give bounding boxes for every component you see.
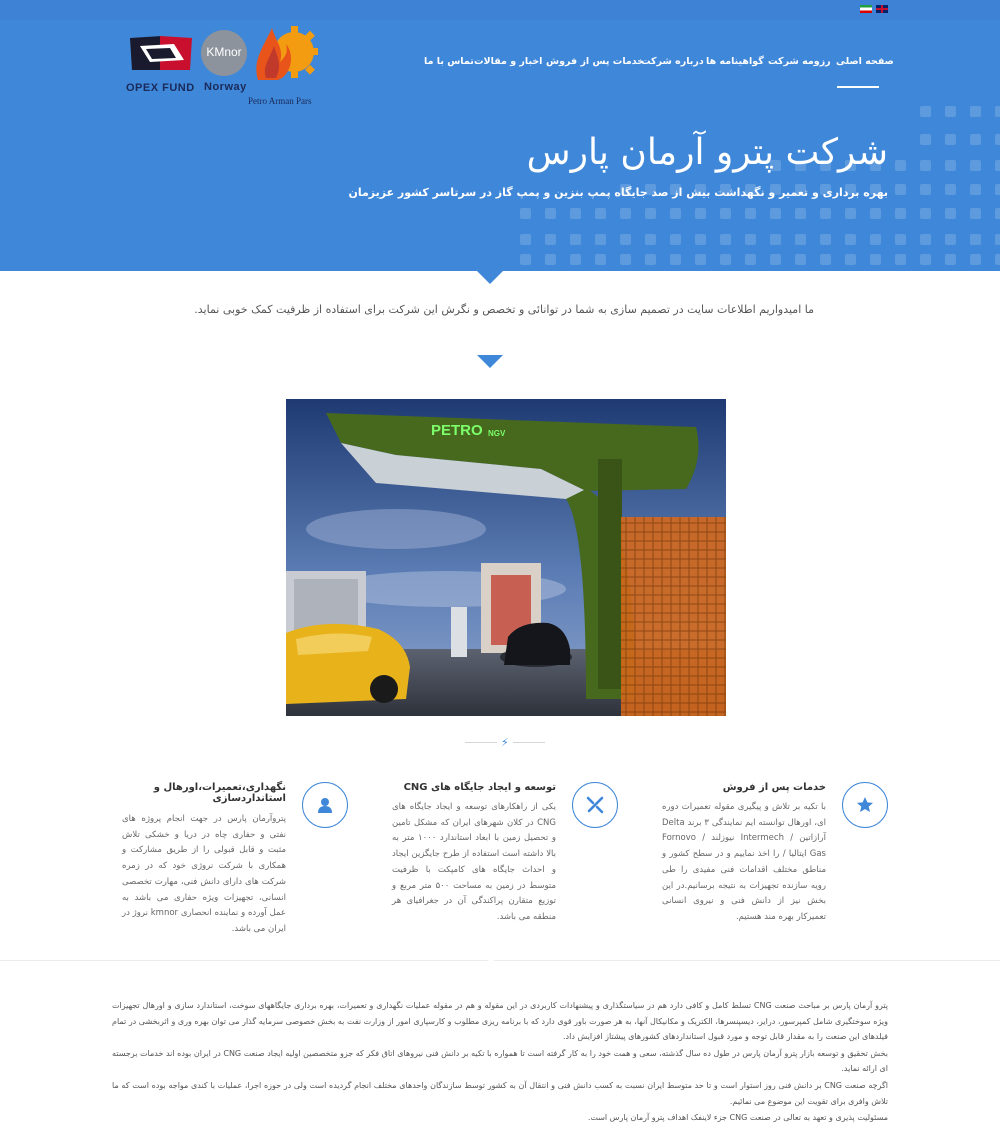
pattern-glyph-icon — [645, 234, 656, 245]
pattern-glyph-icon — [795, 234, 806, 245]
nav-home[interactable]: صفحه اصلی — [836, 56, 894, 67]
pattern-glyph-icon — [995, 184, 1000, 195]
feature-text-after-sales: با تکیه بر تلاش و پیگیری مقوله تعمیرات دوره ای، اورهال توانسته ایم نمایندگی ۳ برند Delta آرازاتین / Intermech نیوزلند / Fornovo Gas ایتالیا / را اخذ نماییم و در سطح کشور و مناطق مختلف اقدامات فنی مفیدی را طی رویه سازنده تجهیزات به نتیجه برسانیم.در این بخش نیز از دانش فنی و نیروی انسانی تعمیرکار بهره مند هستیم. — [662, 802, 826, 923]
tools-icon — [572, 782, 618, 828]
pattern-glyph-icon — [870, 254, 881, 265]
feature-text-maintenance: پتروآرمان پارس در جهت انجام پروژه های نفتی و حفاری چاه در دریا و خشکی تلاش مثبت و قابل قبولی را از طریق مشارکت و همکاری با شرکت نروژی خود که در زمره شرکت های دارای دانش فنی، مهارت تخصصی انسانی، تجهیزات ویژه حفاری می باشد به عمل آورده و نماینده انحصاری kmnor نروژ در ایران می باشد. — [122, 814, 286, 935]
nav-resume[interactable]: رزومه شرکت — [768, 56, 831, 67]
pattern-glyph-icon — [720, 234, 731, 245]
pattern-glyph-icon — [895, 254, 906, 265]
pattern-glyph-icon — [695, 234, 706, 245]
kmnor-logo[interactable] — [201, 30, 247, 93]
about-paragraph: بخش تحقیق و توسعه بازار پترو آرمان پارس در طول ده سال گذشته، سعی و همت خود را به کار گرفته است تا همواره با تکیه بر دانش فنی نیروهای اتاق فکر که جزو متخصصین اولیه ایجاد صنعت CNG در ایران بوده اند خدمات برجسته ای ارائه نماید. — [112, 1048, 888, 1074]
about-paragraph: پترو آرمان پارس بر مباحث صنعت CNG تسلط کامل و کافی دارد هم در سیاستگذاری و پیشنهادات کاربردی در این مقوله و هم در مقوله عملیات نگهداری و تعمیرات، بهره برداری جایگاههای سوخت، استاندارد سازی و اورهال تجهیزات ویژه سوختگیری شامل کمپرسور، درایر، دیسپنسرها، الکتریک و مکانیکال آنها، به هر صورت باور قوی دارد که با برنامه ریزی مطلوب و کارسپاری امور از وزارت نفت به بخش خصوصی سرمایه گذار می توان بهره وری و اثربخشی در تمام فیلدهای این صنعت را به مقدار قابل توجه و مورد قبول استانداردهای کشورهای پیشتاز افزایش داد. — [112, 1001, 888, 1042]
nav-active-underline — [837, 86, 879, 88]
pattern-glyph-icon — [595, 234, 606, 245]
pattern-glyph-icon — [820, 234, 831, 245]
pattern-glyph-icon — [920, 160, 931, 171]
pattern-glyph-icon — [770, 254, 781, 265]
pattern-glyph-icon — [770, 234, 781, 245]
pattern-glyph-icon — [595, 208, 606, 219]
pattern-glyph-icon — [920, 254, 931, 265]
nav-certificates[interactable]: گواهینامه ها — [706, 56, 764, 67]
pattern-glyph-icon — [670, 208, 681, 219]
separator-notch-icon — [482, 955, 500, 963]
pattern-glyph-icon — [995, 160, 1000, 171]
pattern-glyph-icon — [570, 254, 581, 265]
pattern-glyph-icon — [520, 208, 531, 219]
pattern-glyph-icon — [945, 106, 956, 117]
pattern-glyph-icon — [920, 134, 931, 145]
pattern-glyph-icon — [845, 254, 856, 265]
pattern-glyph-icon — [745, 234, 756, 245]
pattern-glyph-icon — [795, 208, 806, 219]
flag-iran-icon[interactable] — [860, 5, 872, 13]
pattern-glyph-icon — [570, 234, 581, 245]
top-bar — [0, 0, 1000, 20]
pattern-glyph-icon — [945, 160, 956, 171]
user-icon — [302, 782, 348, 828]
divider-line-right — [513, 742, 545, 743]
feature-title-after-sales: خدمات پس از فروش — [722, 782, 826, 793]
pattern-glyph-icon — [920, 106, 931, 117]
petro-arman-pars-logo[interactable] — [248, 22, 318, 106]
pattern-glyph-icon — [920, 208, 931, 219]
canopy-sign-small-text: NGV — [488, 429, 506, 438]
pattern-glyph-icon — [920, 234, 931, 245]
opex-fund-label: OPEX FUND — [126, 82, 195, 94]
kmnor-badge-text: KMnor — [206, 45, 242, 59]
pattern-glyph-icon — [545, 234, 556, 245]
pattern-glyph-icon — [695, 254, 706, 265]
pattern-glyph-icon — [945, 208, 956, 219]
feature-text-cng: یکی از راهکارهای توسعه و ایجاد جایگاه های CNG در کلان شهرهای ایران که مشکل تامین و تحصیل زمین با ابعاد استاندارد ۱۰۰۰ متر به بالا داشته است استفاده از طرح جایگزین ایجاد و احداث جایگاه های کامپکت با ظرفیت متوسط در زمین به مساحت ۵۰۰ متر مربع و توزیع متقارن پراکندگی آن در جغرافیای هر منطقه می باشد. — [392, 802, 556, 923]
hero-pointer-icon — [477, 271, 503, 284]
pattern-glyph-icon — [995, 208, 1000, 219]
pattern-glyph-icon — [945, 184, 956, 195]
pattern-glyph-icon — [545, 208, 556, 219]
down-arrow-icon — [477, 355, 503, 368]
pattern-glyph-icon — [970, 106, 981, 117]
pattern-glyph-icon — [820, 254, 831, 265]
pattern-glyph-icon — [770, 208, 781, 219]
pattern-glyph-icon — [970, 254, 981, 265]
kmnor-norway-label: Norway — [204, 81, 247, 93]
pattern-glyph-icon — [995, 106, 1000, 117]
nav-about[interactable]: درباره شرکت — [641, 56, 704, 67]
pattern-glyph-icon — [995, 134, 1000, 145]
section-separator — [0, 960, 1000, 961]
pattern-glyph-icon — [695, 208, 706, 219]
pattern-glyph-icon — [970, 134, 981, 145]
about-paragraph: اگرچه صنعت CNG بر دانش فنی روز استوار است و تا حد متوسط ایران نسبت به کسب دانش فنی و انتقال آن به کشور توسط سازندگان واحدهای مختلف انجام گردیده است ولی در حوزه اجرا، عملیات با کندی مواجه بوده است که ما تلاش وافری برای تقویت این موضوع می نمائیم. — [112, 1080, 888, 1106]
pattern-glyph-icon — [895, 234, 906, 245]
flag-uk-icon[interactable] — [876, 5, 888, 13]
pattern-glyph-icon — [970, 160, 981, 171]
pattern-glyph-icon — [620, 208, 631, 219]
nav-news[interactable]: اخبار و مقالات — [474, 56, 543, 67]
pattern-glyph-icon — [895, 184, 906, 195]
opex-fund-logo[interactable] — [126, 32, 196, 94]
pattern-glyph-icon — [570, 208, 581, 219]
pattern-glyph-icon — [620, 234, 631, 245]
gas-station-photo — [286, 399, 726, 716]
pattern-glyph-icon — [870, 234, 881, 245]
pattern-glyph-icon — [520, 254, 531, 265]
pattern-glyph-icon — [595, 254, 606, 265]
intro-text: ما امیدواریم اطلاعات سایت در تصمیم سازی به شما در توانائی و تخصص و نگرش این شرکت برای استفاده از ظرفیت کمک خوبی نماید. — [194, 303, 814, 316]
feature-title-maintenance: نگهداری،تعمیرات،اورهال و استانداردسازی — [153, 782, 286, 804]
divider-line-left — [465, 742, 497, 743]
pattern-glyph-icon — [845, 234, 856, 245]
pattern-glyph-icon — [945, 234, 956, 245]
pattern-glyph-icon — [870, 208, 881, 219]
pattern-glyph-icon — [995, 234, 1000, 245]
pattern-glyph-icon — [945, 134, 956, 145]
pattern-glyph-icon — [520, 234, 531, 245]
pattern-glyph-icon — [895, 160, 906, 171]
pattern-glyph-icon — [645, 208, 656, 219]
pattern-glyph-icon — [970, 184, 981, 195]
hero-subtitle: بهره برداری و تعمیر و نگهداشت بیش از صد جایگاه پمپ بنزین و پمپ گاز در سرتاسر کشور عزیزمان — [348, 186, 888, 199]
pattern-glyph-icon — [670, 254, 681, 265]
pattern-glyph-icon — [820, 208, 831, 219]
about-paragraphs — [112, 998, 888, 1127]
decorative-icon-pattern — [490, 98, 1000, 268]
nav-contact[interactable]: تماس با ما — [424, 56, 474, 67]
pattern-glyph-icon — [845, 208, 856, 219]
pattern-glyph-icon — [745, 254, 756, 265]
pattern-glyph-icon — [620, 254, 631, 265]
star-icon — [842, 782, 888, 828]
nav-after-sales[interactable]: خدمات پس از فروش — [546, 56, 645, 67]
pattern-glyph-icon — [895, 208, 906, 219]
bolt-icon: ⚡ — [501, 736, 509, 749]
canopy-sign-text: PETRO — [431, 422, 483, 439]
pattern-glyph-icon — [745, 208, 756, 219]
about-paragraph: مسئولیت پذیری و تعهد به تعالی در صنعت CNG جزء لاینفک اهداف پترو آرمان پارس است. — [587, 1113, 888, 1123]
pattern-glyph-icon — [645, 254, 656, 265]
pattern-glyph-icon — [545, 254, 556, 265]
pattern-glyph-icon — [795, 254, 806, 265]
pattern-glyph-icon — [995, 254, 1000, 265]
feature-title-cng: توسعه و ایجاد جایگاه های CNG — [403, 782, 556, 793]
pattern-glyph-icon — [720, 208, 731, 219]
pattern-glyph-icon — [720, 254, 731, 265]
pattern-glyph-icon — [670, 234, 681, 245]
hero-title: شرکت پترو آرمان پارس — [526, 132, 888, 173]
pattern-glyph-icon — [970, 234, 981, 245]
pattern-glyph-icon — [970, 208, 981, 219]
pattern-glyph-icon — [945, 254, 956, 265]
petro-arman-pars-label: Petro Arman Pars — [248, 96, 312, 106]
pattern-glyph-icon — [920, 184, 931, 195]
